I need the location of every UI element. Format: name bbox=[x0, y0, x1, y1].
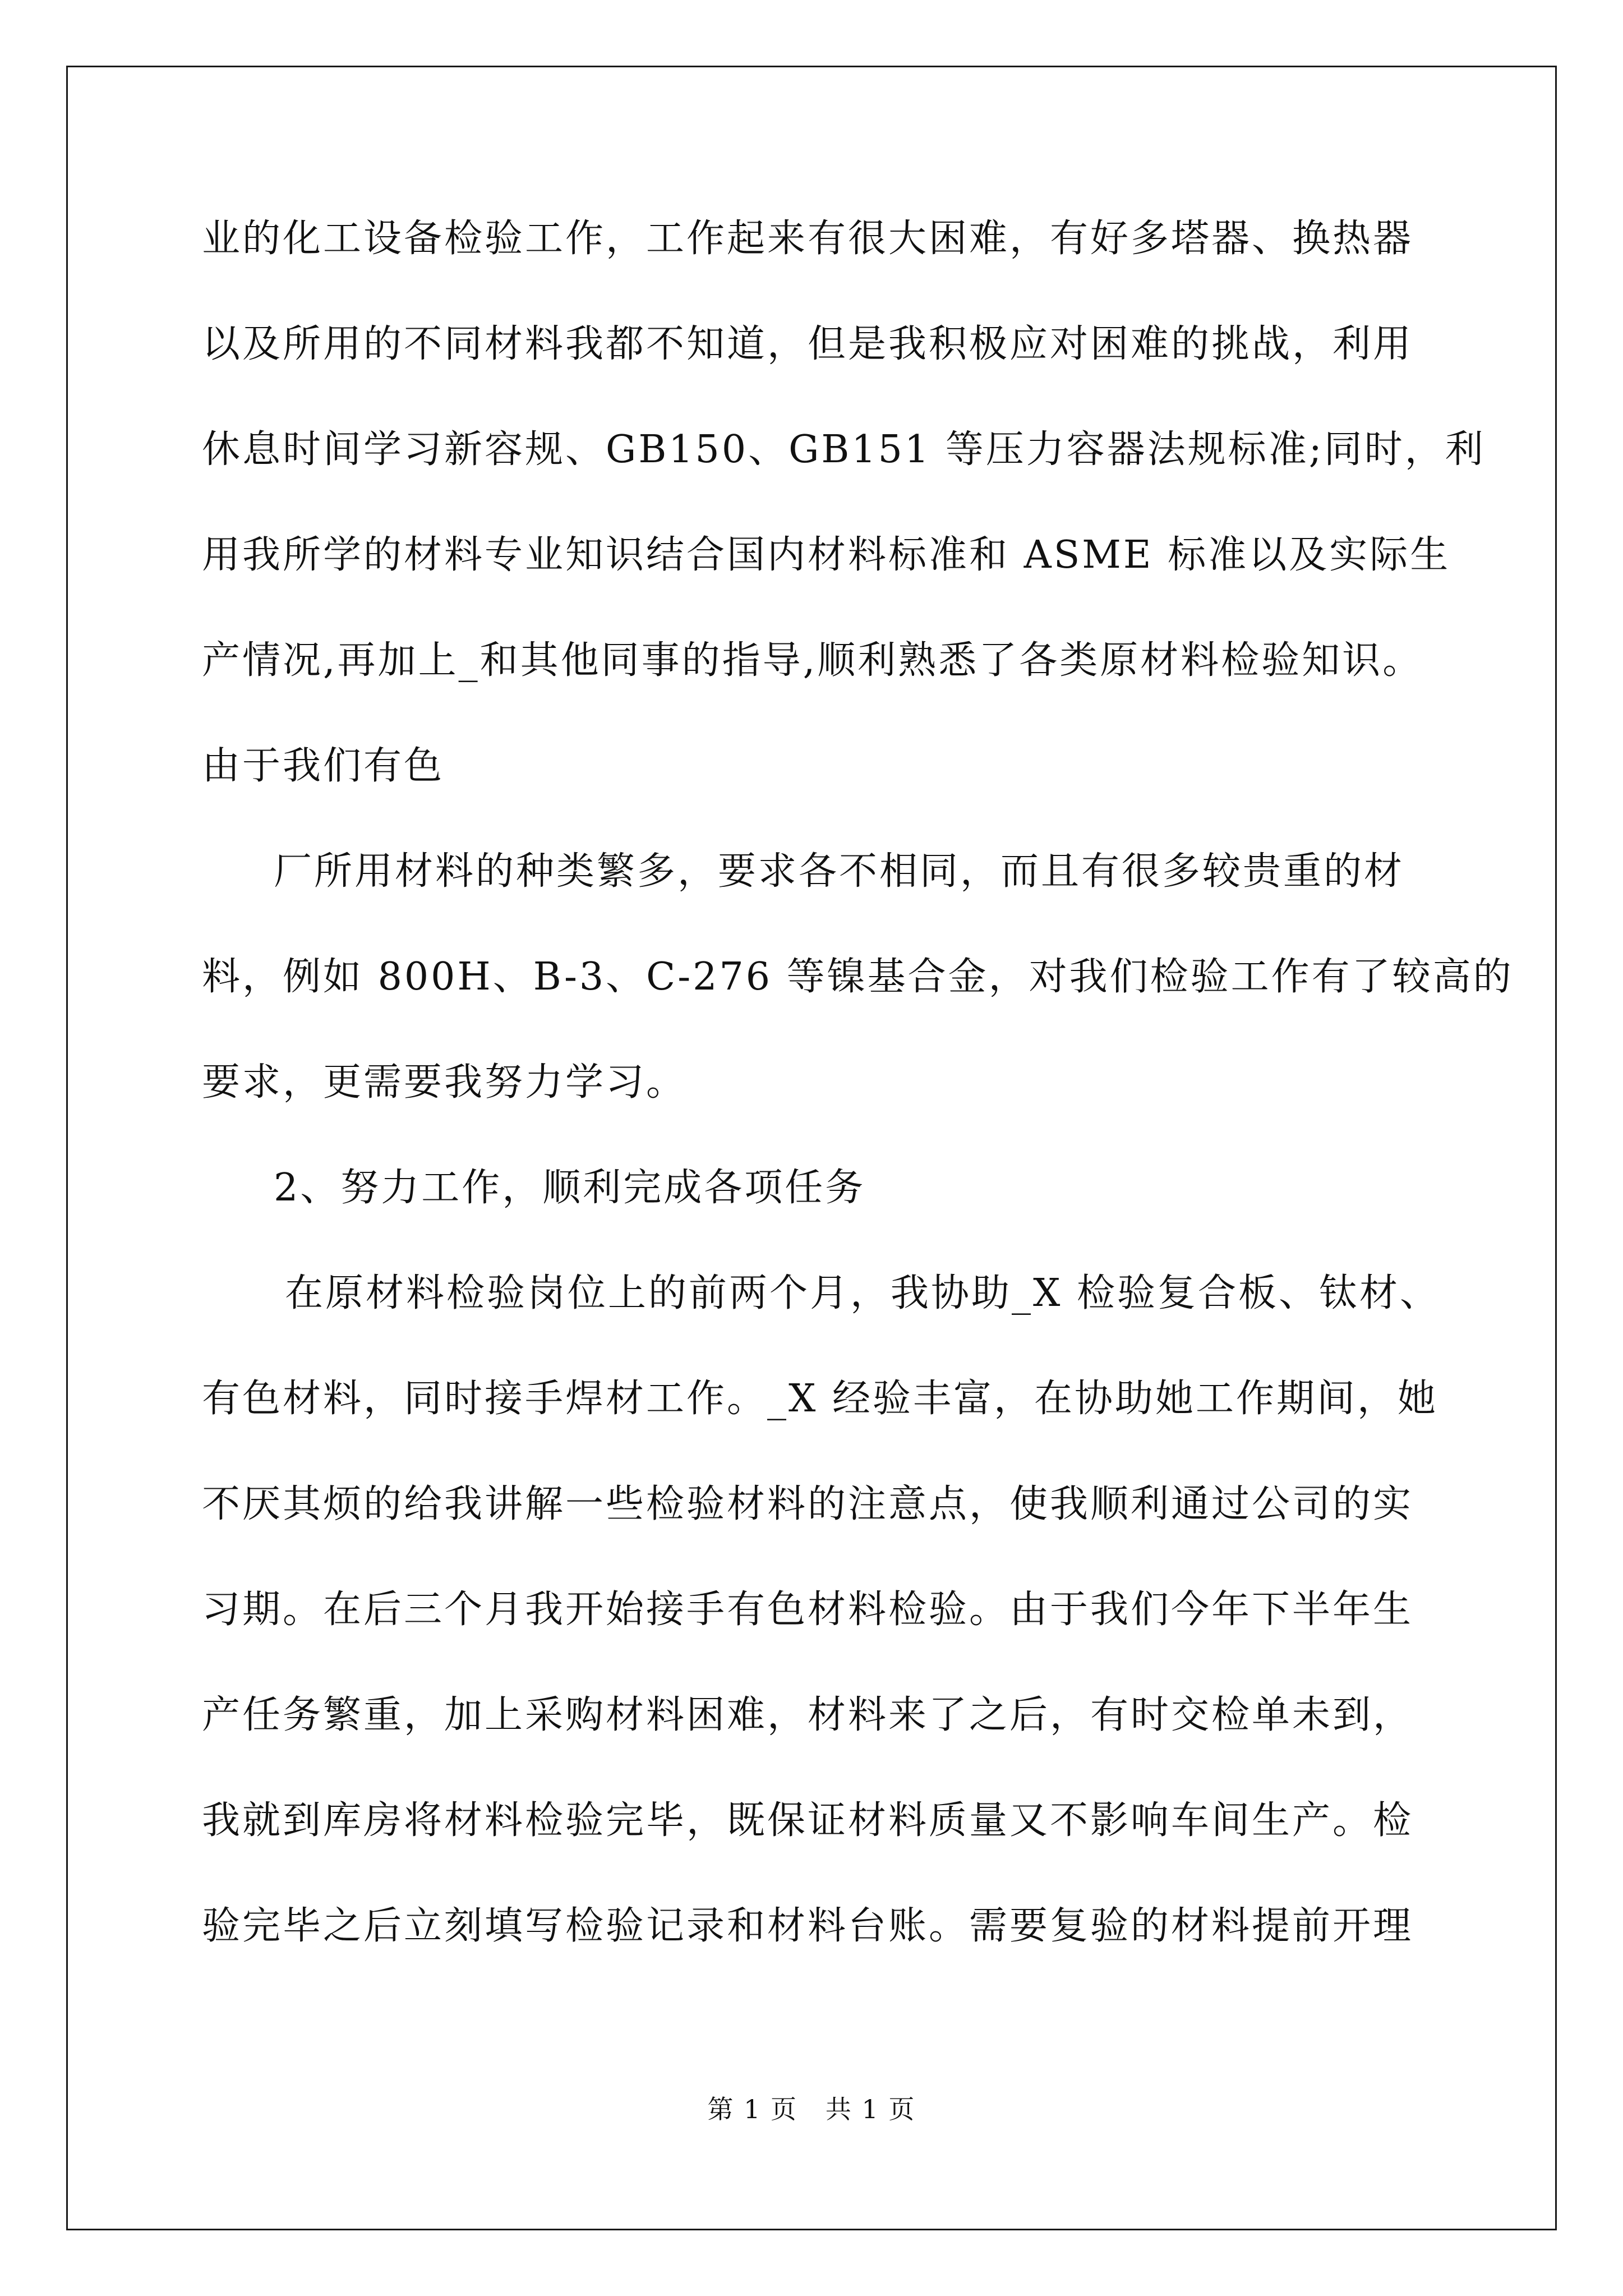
text-line: 要求，更需要我努力学习。 bbox=[202, 1060, 687, 1105]
text-line: 产情况,再加上_和其他同事的指导,顺利熟悉了各类原材料检验知识。 bbox=[202, 638, 1423, 683]
text-line: 用我所学的材料专业知识结合国内材料标准和 ASME 标准以及实际生 bbox=[202, 533, 1451, 577]
section-heading: 2、努力工作，顺利完成各项任务 bbox=[274, 1166, 866, 1210]
document-body bbox=[202, 212, 1514, 2005]
text-line: 不厌其烦的给我讲解一些检验材料的注意点，使我顺利通过公司的实 bbox=[202, 1482, 1414, 1526]
text-line: 在原材料检验岗位上的前两个月，我协助_X 检验复合板、钛材、 bbox=[285, 1271, 1441, 1315]
page-number: 第 1 页 共 1 页 bbox=[707, 2094, 916, 2124]
text-line: 验完毕之后立刻填写检验记录和材料台账。需要复验的材料提前开理 bbox=[202, 1904, 1414, 1948]
page-footer bbox=[0, 2089, 1623, 2126]
text-line: 以及所用的不同材料我都不知道，但是我积极应对困难的挑战，利用 bbox=[202, 322, 1414, 366]
text-line: 由于我们有色 bbox=[202, 744, 445, 788]
text-line: 产任务繁重，加上采购材料困难，材料来了之后，有时交检单未到， bbox=[202, 1693, 1414, 1737]
text-line: 料，例如 800H、B-3、C-276 等镍基合金，对我们检验工作有了较高的 bbox=[202, 955, 1514, 999]
text-line: 习期。在后三个月我开始接手有色材料检验。由于我们今年下半年生 bbox=[202, 1588, 1414, 1632]
text-line: 休息时间学习新容规、GB150、GB151 等压力容器法规标准;同时，利 bbox=[202, 427, 1486, 472]
text-line: 业的化工设备检验工作，工作起来有很大困难，有好多塔器、换热器 bbox=[202, 217, 1414, 261]
text-line: 有色材料，同时接手焊材工作。_X 经验丰富，在协助她工作期间，她 bbox=[202, 1377, 1438, 1421]
text-line: 厂所用材料的种类繁多，要求各不相同，而且有很多较贵重的材 bbox=[274, 849, 1405, 894]
text-line: 我就到库房将材料检验完毕，既保证材料质量又不影响车间生产。检 bbox=[202, 1798, 1414, 1843]
